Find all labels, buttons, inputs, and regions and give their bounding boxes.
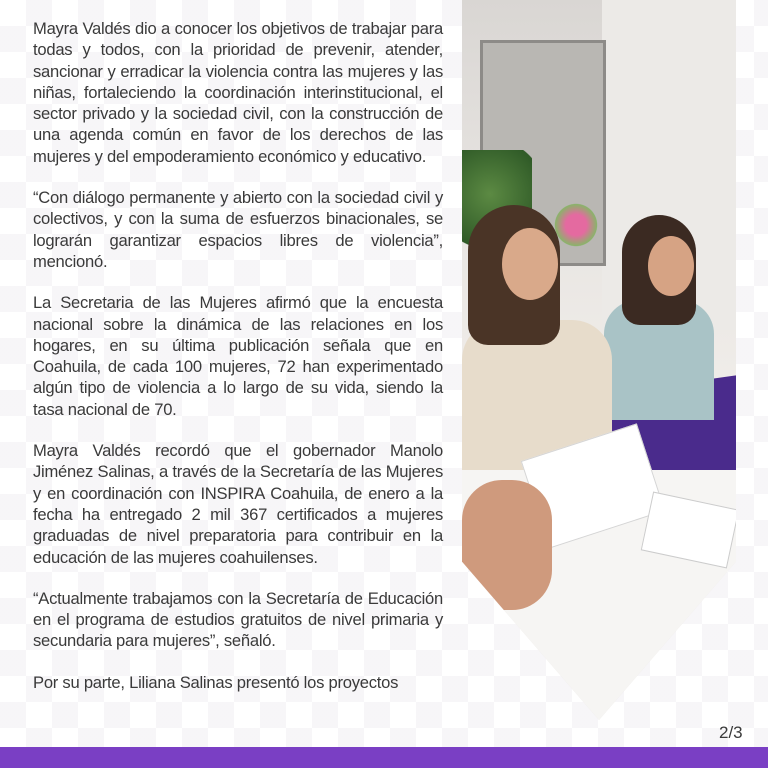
page-number: 2/3 xyxy=(719,723,743,742)
article-text xyxy=(33,18,443,713)
paragraph-2: “Con diálogo permanente y abierto con la sociedad civil y colectivos, y con la suma de esfuerzos binacionales, se lograrán garantizar espacios libres de violencia”, mencionó. xyxy=(33,188,443,271)
paragraph-6: Por su parte, Liliana Salinas presentó los proyectos xyxy=(33,672,399,692)
paragraph-4: Mayra Valdés recordó que el gobernador Manolo Jiménez Salinas, a través de la Secretaría de las Mujeres y en coordinación con INSPIRA Coahuila, de enero a la fecha ha entregado 2 mil 367 certificados a mujeres graduadas de nivel preparatoria para contribuir en la educación de las mujeres coahuilenses. xyxy=(33,441,443,567)
paragraph-1: Mayra Valdés dio a conocer los objetivos de trabajar para todas y todos, con la prioridad de prevenir, atender, sancionar y erradicar la violencia contra las mujeres y las niñas, fortaleciendo la coordinación interinstitucional, el sector privado y la sociedad civil, con la construcción de una agenda común en favor de los derechos de las mujeres y del empoderamiento económico y educativo. xyxy=(33,19,443,166)
paragraph-5: “Actualmente trabajamos con la Secretaría de Educación en el programa de estudios gratuitos de nivel primaria y secundaria para mujeres”, señaló. xyxy=(33,588,443,651)
paragraph-3: La Secretaria de las Mujeres afirmó que la encuesta nacional sobre la dinámica de las relaciones en los hogares, en su última publicación señala que en Coahuila, de cada 100 mujeres, 72 han experimentado algún tipo de violencia a lo largo de su vida, siendo la tasa nacional de 70. xyxy=(33,293,443,419)
accent-bar xyxy=(0,747,768,768)
